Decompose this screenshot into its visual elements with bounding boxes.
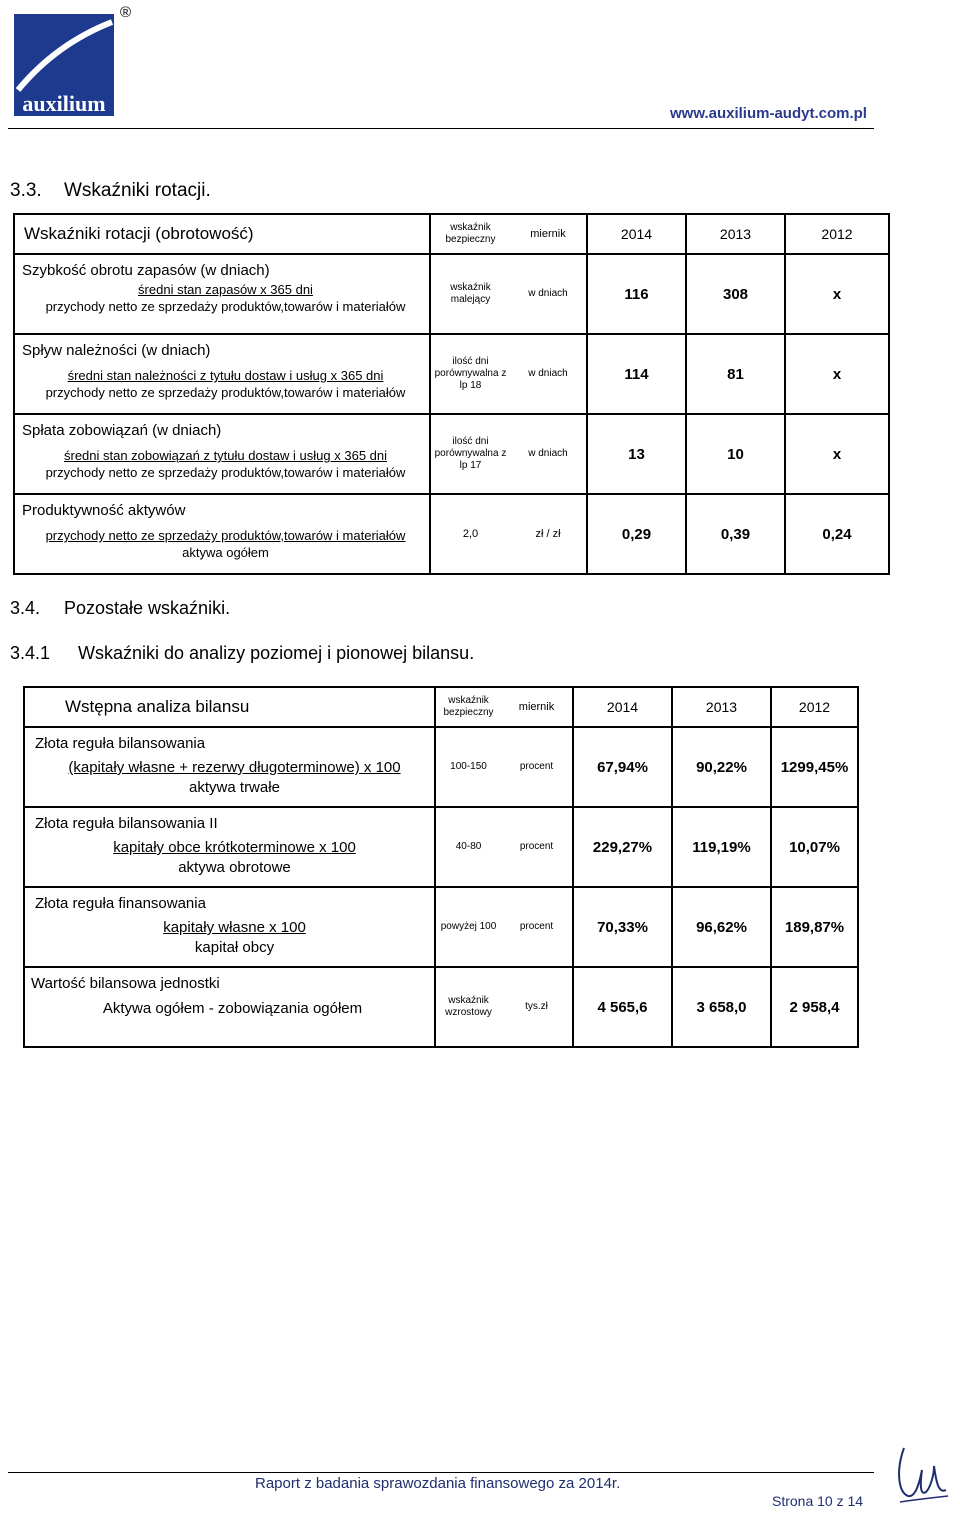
row-value-2014: 229,27%: [573, 807, 672, 887]
table2-col-unit: miernik: [518, 701, 555, 713]
row-value-2014: 4 565,6: [573, 967, 672, 1047]
row-title: Spłata zobowiązań (w dniach): [22, 422, 222, 439]
row-unit: w dniach: [528, 368, 568, 379]
row-value-2012: 10,07%: [771, 807, 858, 887]
section-34-title: Pozostałe wskaźniki.: [64, 598, 231, 618]
footer-report: Raport z badania sprawozdania finansowego za 2014r.: [255, 1475, 621, 1492]
row-value-2014: 114: [587, 334, 686, 414]
table2-year-2013: 2013: [672, 687, 771, 727]
row-value-2013: 90,22%: [672, 727, 771, 807]
rotation-ratios-table: [13, 213, 890, 575]
registered-mark: ®: [120, 4, 132, 21]
row-safe-value: 2,0: [462, 528, 479, 540]
row-value-2013: 96,62%: [672, 887, 771, 967]
table1-header-row: [14, 214, 889, 254]
row-numerator: kapitały własne x 100: [163, 919, 306, 936]
row-unit: procent: [519, 841, 554, 852]
table-row: [24, 967, 858, 1047]
row-unit: procent: [519, 921, 554, 932]
table-row: [14, 494, 889, 574]
row-value-2012: 189,87%: [771, 887, 858, 967]
row-denominator: przychody netto ze sprzedaży produktów,towarów i materiałów: [45, 299, 406, 314]
row-title: Złota reguła bilansowania II: [35, 815, 218, 832]
row-value-2012: x: [785, 254, 889, 334]
row-value-2014: 0,29: [587, 494, 686, 574]
row-safe-value: wskaźnik malejący: [450, 282, 491, 305]
table-row: [24, 727, 858, 807]
section-341-number: 3.4.1: [10, 643, 51, 663]
table-row: [14, 254, 889, 334]
row-denominator: aktywa trwałe: [189, 779, 280, 796]
row-numerator: Aktywa ogółem - zobowiązania ogółem: [102, 1000, 363, 1017]
row-unit: tys.zł: [525, 1001, 548, 1012]
row-value-2012: 2 958,4: [771, 967, 858, 1047]
row-value-2013: 10: [686, 414, 785, 494]
table1-year-2013: 2013: [686, 214, 785, 254]
row-title: Spływ należności (w dniach): [22, 342, 211, 359]
auxilium-logo: [14, 14, 114, 116]
logo-text: auxilium: [22, 91, 106, 116]
row-value-2013: 3 658,0: [672, 967, 771, 1047]
row-value-2013: 0,39: [686, 494, 785, 574]
header-divider: [8, 128, 874, 129]
table2-col-safe: wskaźnik bezpieczny: [443, 695, 494, 718]
row-value-2013: 119,19%: [672, 807, 771, 887]
row-value-2012: 0,24: [785, 494, 889, 574]
row-value-2012: 1299,45%: [771, 727, 858, 807]
row-denominator: przychody netto ze sprzedaży produktów,towarów i materiałów: [45, 385, 406, 400]
row-title: Produktywność aktywów: [22, 502, 186, 519]
row-unit: w dniach: [528, 448, 568, 459]
row-value-2014: 70,33%: [573, 887, 672, 967]
row-denominator: przychody netto ze sprzedaży produktów,towarów i materiałów: [45, 465, 406, 480]
row-denominator: aktywa ogółem: [182, 545, 269, 560]
row-numerator: średni stan zapasów x 365 dni: [138, 282, 313, 297]
table-row: [14, 414, 889, 494]
row-title: Złota reguła bilansowania: [35, 735, 206, 752]
row-numerator: kapitały obce krótkoterminowe x 100: [113, 839, 356, 856]
section-34-number: 3.4.: [10, 598, 41, 618]
row-unit: w dniach: [528, 288, 568, 299]
signature-mark: [890, 1440, 952, 1510]
page-number: Strona 10 z 14: [772, 1493, 864, 1509]
row-safe-value: powyżej 100: [440, 921, 497, 932]
row-safe-value: wskaźnik wzrostowy: [445, 995, 492, 1018]
row-safe-value: ilość dni porównywalna z lp 18: [434, 356, 507, 391]
row-denominator: aktywa obrotowe: [178, 859, 291, 876]
section-33-number: 3.3.: [10, 180, 42, 201]
table1-year-2012: 2012: [785, 214, 889, 254]
footer-divider: [8, 1472, 874, 1473]
row-numerator: średni stan zobowiązań z tytułu dostaw i usług x 365 dni: [63, 448, 388, 463]
row-value-2012: x: [785, 334, 889, 414]
row-numerator: średni stan należności z tytułu dostaw i usług x 365 dni: [67, 368, 384, 383]
table1-col-unit: miernik: [530, 228, 566, 240]
website-link[interactable]: www.auxilium-audyt.com.pl: [670, 105, 867, 122]
row-safe-value: 40-80: [455, 841, 482, 852]
table2-title: Wstępna analiza bilansu: [65, 697, 250, 716]
row-unit: zł / zł: [535, 528, 561, 540]
row-value-2014: 13: [587, 414, 686, 494]
row-value-2013: 81: [686, 334, 785, 414]
row-denominator: kapitał obcy: [194, 939, 275, 956]
row-value-2014: 116: [587, 254, 686, 334]
table1-title: Wskaźniki rotacji (obrotowość): [24, 224, 254, 243]
row-numerator: przychody netto ze sprzedaży produktów,towarów i materiałów: [45, 528, 406, 543]
table-row: [24, 807, 858, 887]
section-33-title: Wskaźniki rotacji.: [64, 180, 211, 201]
table-row: [14, 334, 889, 414]
row-safe-value: 100-150: [450, 761, 487, 772]
row-numerator: (kapitały własne + rezerwy długoterminowe) x 100: [68, 759, 401, 776]
row-title: Złota reguła finansowania: [35, 895, 206, 912]
section-341-title: Wskaźniki do analizy poziomej i pionowej bilansu.: [78, 643, 475, 663]
table1-year-2014: 2014: [587, 214, 686, 254]
table2-header-row: [24, 687, 858, 727]
table-row: [24, 887, 858, 967]
table2-year-2012: 2012: [771, 687, 858, 727]
table2-year-2014: 2014: [573, 687, 672, 727]
balance-analysis-table: [23, 686, 859, 1048]
row-value-2014: 67,94%: [573, 727, 672, 807]
row-value-2013: 308: [686, 254, 785, 334]
row-title: Szybkość obrotu zapasów (w dniach): [22, 262, 270, 279]
row-safe-value: ilość dni porównywalna z lp 17: [434, 436, 507, 471]
table1-col-safe: wskaźnik bezpieczny: [445, 222, 496, 245]
row-unit: procent: [519, 761, 554, 772]
row-title: Wartość bilansowa jednostki: [31, 975, 220, 992]
row-value-2012: x: [785, 414, 889, 494]
